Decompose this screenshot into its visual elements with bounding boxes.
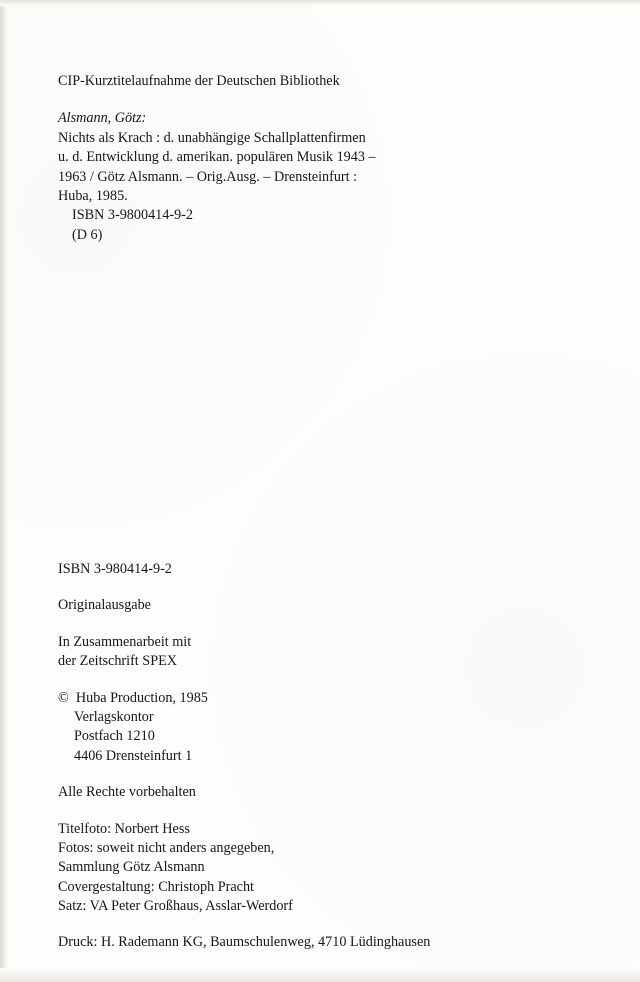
cip-author: Alsmann, Götz: [58, 110, 147, 127]
cip-code: (D 6) [72, 226, 103, 243]
cip-title-line-2: u. d. Entwicklung d. amerikan. populären Musik 1943 – [58, 149, 376, 166]
cip-isbn: ISBN 3-9800414-9-2 [72, 207, 193, 224]
colophon-city: 4406 Drensteinfurt 1 [74, 747, 193, 764]
colophon-cooperation-line-1: In Zusammenarbeit mit [58, 633, 192, 650]
cip-heading: CIP-Kurztitelaufnahme der Deutschen Bibliothek [58, 73, 340, 89]
colophon-edition-group [58, 596, 508, 615]
cip-title-line-1: Nichts als Krach : d. unabhängige Schallplattenfirmen [58, 129, 366, 146]
colophon-typesetting: Satz: VA Peter Großhaus, Asslar-Werdorf [58, 898, 293, 915]
colophon-block [58, 560, 508, 952]
colophon-isbn: ISBN 3-980414-9-2 [58, 561, 172, 577]
colophon-photo-credit: Titelfoto: Norbert Hess [58, 820, 190, 837]
page-bottom-edge-shadow [0, 968, 640, 982]
colophon-isbn-group [58, 560, 508, 579]
colophon-printer-group [58, 933, 508, 952]
colophon-rights-group [58, 783, 508, 802]
colophon-postbox: Postfach 1210 [74, 728, 155, 745]
colophon-cover-design: Covergestaltung: Christoph Pracht [58, 878, 254, 895]
cip-title-line-4: Huba, 1985. [58, 188, 128, 205]
cip-catalog-block [58, 72, 478, 245]
colophon-credits-group [58, 820, 508, 917]
page-left-edge-shadow [0, 0, 9, 982]
colophon-rights: Alle Rechte vorbehalten [58, 784, 196, 801]
colophon-edition: Originalausgabe [58, 597, 151, 614]
colophon-photos-line-1: Fotos: soweit nicht anders angegeben, [58, 840, 275, 857]
colophon-publisher-group [58, 689, 508, 767]
colophon-photos-line-2: Sammlung Götz Alsmann [58, 859, 205, 876]
page-top-edge-shadow [0, 0, 640, 6]
colophon-cooperation-line-2: der Zeitschrift SPEX [58, 653, 177, 670]
cip-title-line-3: 1963 / Götz Alsmann. – Orig.Ausg. – Drensteinfurt : [58, 168, 358, 185]
colophon-publisher: Verlagskontor [74, 709, 154, 726]
colophon-cooperation-group [58, 633, 508, 672]
colophon-copyright: © Huba Production, 1985 [58, 689, 208, 706]
colophon-printer: Druck: H. Rademann KG, Baumschulenweg, 4710 Lüdinghausen [58, 933, 431, 950]
